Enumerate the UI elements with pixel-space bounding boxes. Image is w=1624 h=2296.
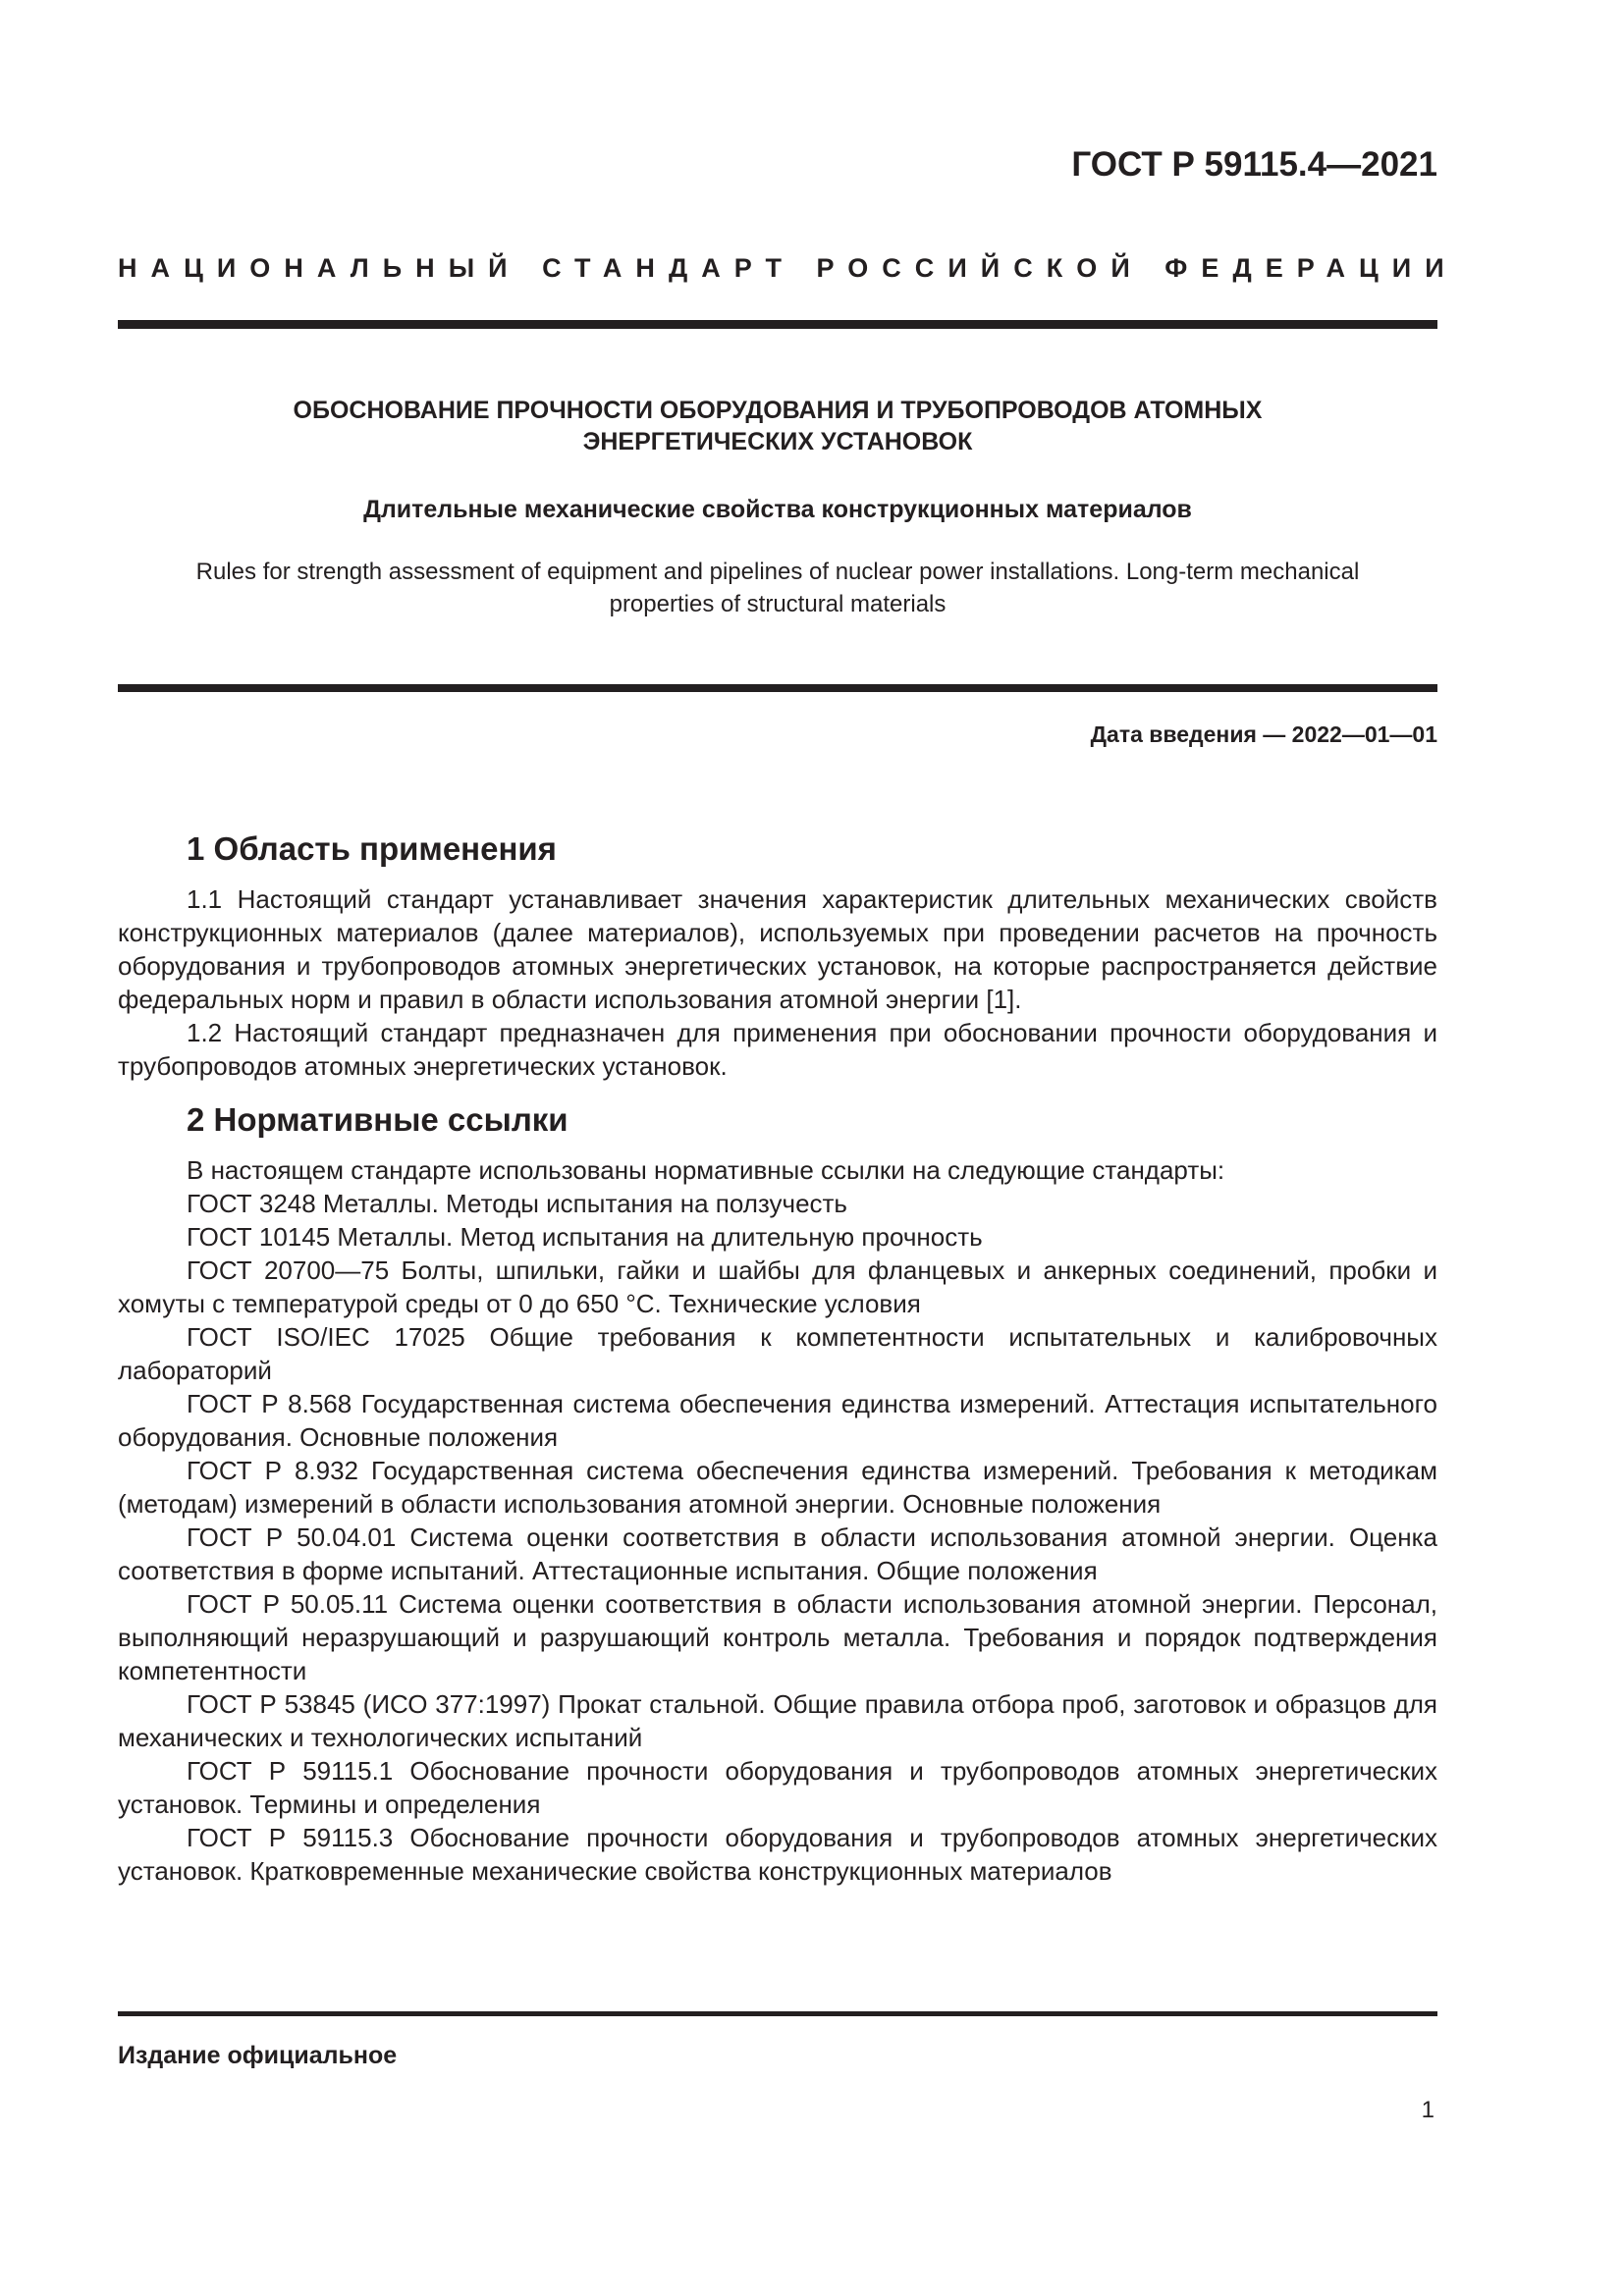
section-1-heading: 1 Область применения xyxy=(187,830,557,867)
document-title xyxy=(118,395,1437,457)
paragraph-1-1: 1.1 Настоящий стандарт устанавливает значения характеристик длительных механических свойств конструкционных материалов (далее материалов), используемых при проведении расчетов на прочность оборудования и трубопроводов атомных энергетических установок, на которые распространяется действие федеральных норм и правил в области использования атомной энергии [1]. xyxy=(118,884,1437,1014)
title-line-1: ОБОСНОВАНИЕ ПРОЧНОСТИ ОБОРУДОВАНИЯ И ТРУБОПРОВОДОВ АТОМНЫХ xyxy=(293,397,1263,424)
reference-item: ГОСТ Р 8.568 Государственная система обеспечения единства измерений. Аттестация испытательного оборудования. Основные положения xyxy=(118,1389,1437,1452)
english-title-line-2: properties of structural materials xyxy=(609,591,947,617)
top-rule xyxy=(118,320,1437,329)
middle-rule xyxy=(118,684,1437,692)
paragraph-1-2: 1.2 Настоящий стандарт предназначен для применения при обосновании прочности оборудования и трубопроводов атомных энергетических установок. xyxy=(118,1018,1437,1081)
section-2-heading: 2 Нормативные ссылки xyxy=(187,1101,568,1138)
document-body xyxy=(118,829,1437,1888)
reference-item: ГОСТ ISO/IEC 17025 Общие требования к компетентности испытательных и калибровочных лабораторий xyxy=(118,1322,1437,1385)
standard-designation: ГОСТ Р 59115.4—2021 xyxy=(1071,145,1437,184)
reference-item: ГОСТ Р 50.04.01 Система оценки соответствия в области использования атомной энергии. Оценка соответствия в форме испытаний. Аттестационные испытания. Общие положения xyxy=(118,1522,1437,1585)
document-subtitle: Длительные механические свойства конструкционных материалов xyxy=(363,496,1192,523)
reference-item: ГОСТ 20700—75 Болты, шпильки, гайки и шайбы для фланцевых и анкерных соединений, пробки и хомуты с температурой среды от 0 до 650 °С. Технические условия xyxy=(118,1255,1437,1318)
reference-item: ГОСТ Р 59115.3 Обоснование прочности оборудования и трубопроводов атомных энергетических установок. Кратковременные механические свойства конструкционных материалов xyxy=(118,1823,1437,1886)
page-number: 1 xyxy=(1421,2097,1435,2123)
english-title xyxy=(118,556,1437,620)
reference-item: ГОСТ Р 50.05.11 Система оценки соответствия в области использования атомной энергии. Персонал, выполняющий неразрушающий и разрушающий контроль металла. Требования и порядок подтверждения компетентности xyxy=(118,1589,1437,1685)
official-edition-label: Издание официальное xyxy=(118,2042,398,2069)
reference-item: ГОСТ Р 53845 (ИСО 377:1997) Прокат стальной. Общие правила отбора проб, заготовок и образцов для механических и технологических испытаний xyxy=(118,1689,1437,1752)
english-title-line-1: Rules for strength assessment of equipment and pipelines of nuclear power installations. Long-term mechanical xyxy=(195,559,1360,585)
reference-item: ГОСТ 10145 Металлы. Метод испытания на длительную прочность xyxy=(187,1222,983,1252)
national-standard-banner: НАЦИОНАЛЬНЫЙ СТАНДАРТ РОССИЙСКОЙ ФЕДЕРАЦИИ xyxy=(118,253,1458,283)
reference-item: ГОСТ Р 59115.1 Обоснование прочности оборудования и трубопроводов атомных энергетических установок. Термины и определения xyxy=(118,1756,1437,1819)
title-line-2: ЭНЕРГЕТИЧЕСКИХ УСТАНОВОК xyxy=(582,428,973,455)
introduction-date: Дата введения — 2022—01—01 xyxy=(1090,721,1437,747)
reference-item: ГОСТ 3248 Металлы. Методы испытания на ползучесть xyxy=(187,1189,847,1218)
references-intro: В настоящем стандарте использованы нормативные ссылки на следующие стандарты: xyxy=(187,1155,1225,1185)
reference-item: ГОСТ Р 8.932 Государственная система обеспечения единства измерений. Требования к методикам (методам) измерений в области использования атомной энергии. Основные положения xyxy=(118,1456,1437,1519)
bottom-rule xyxy=(118,2011,1437,2016)
